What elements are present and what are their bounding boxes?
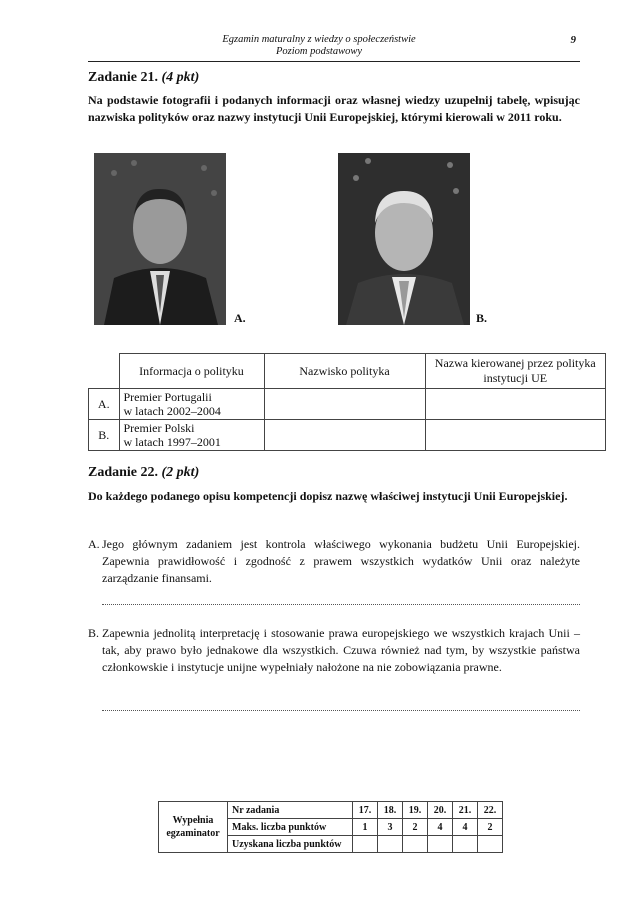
- header-exam-title: Egzamin maturalny z wiedzy o społeczeństwie: [222, 34, 416, 45]
- col-header-institution: Nazwa kierowanej przez polityka instytucji UE: [425, 354, 606, 389]
- table-row: [89, 420, 606, 451]
- score-cell[interactable]: [403, 836, 428, 853]
- row-label-max-points: Maks. liczba punktów: [228, 819, 353, 836]
- examiner-label: Wypełnia egzaminator: [159, 802, 228, 853]
- score-cell[interactable]: [478, 836, 503, 853]
- task21-table: [88, 353, 606, 451]
- item-key: B.: [88, 626, 100, 640]
- row-label-task-number: Nr zadania: [228, 802, 353, 819]
- answer-institution-b[interactable]: [425, 420, 606, 451]
- photo-a-label: A.: [234, 311, 246, 325]
- table-row: [89, 389, 606, 420]
- score-cell[interactable]: [453, 836, 478, 853]
- task21-title: Zadanie 21. (4 pkt): [88, 70, 200, 85]
- photo-b-label: B.: [476, 311, 488, 325]
- item-text: Jego głównym zadaniem jest kontrola właściwego wykonania budżetu Unii Europejskiej. Zapewnia prawidłowość i zgodność z prawem wszystkich wydatków Unii oraz należyte zarządzanie finansami.: [102, 537, 580, 585]
- photo-b: [338, 153, 470, 325]
- row-info: Premier Polski w latach 1997–2001: [119, 420, 264, 451]
- row-label: A.: [89, 389, 120, 420]
- score-cell[interactable]: [353, 836, 378, 853]
- item-text: Zapewnia jednolitą interpretację i stosowanie prawa europejskiego we wszystkich krajach Unii – tak, aby prawo było jednakowe dla wszystkich. Czuwa również nad tym, by wszystkie państwa członkowskie i instytucje unijne wypełniały nałożone na nie zobowiązania prawne.: [102, 626, 580, 674]
- answer-name-b[interactable]: [264, 420, 425, 451]
- row-label: B.: [89, 420, 120, 451]
- examiner-score-table: Wypełnia egzaminator Nr zadania 17. 18. 19. 20. 21. 22. Maks. liczba punktów 1 3 2 4 4 2 Uzyskana liczba punktów: [158, 801, 503, 853]
- score-cell[interactable]: [378, 836, 403, 853]
- task22-instruction: Do każdego podanego opisu kompetencji dopisz nazwę właściwej instytucji Unii Europejskiej.: [88, 489, 568, 503]
- task22-title: Zadanie 22. (2 pkt): [88, 465, 200, 480]
- answer-institution-a[interactable]: [425, 389, 606, 420]
- task22-item-a: [88, 536, 580, 587]
- task21-instruction: Na podstawie fotografii i podanych informacji oraz własnej wiedzy uzupełnij tabelę, wpisując nazwiska polityków oraz nazwy instytucji Unii Europejskiej, którymi kierowali w 2011 roku.: [88, 93, 580, 124]
- score-cell[interactable]: [428, 836, 453, 853]
- task22-item-b: [88, 625, 580, 676]
- page-number: 9: [570, 34, 576, 46]
- col-header-info: Informacja o polityku: [119, 354, 264, 389]
- item-key: A.: [88, 537, 100, 551]
- answer-line-b[interactable]: [102, 710, 580, 711]
- answer-line-a[interactable]: [102, 604, 580, 605]
- header-rule: [88, 61, 580, 62]
- col-header-name: Nazwisko polityka: [264, 354, 425, 389]
- row-label-obtained-points: Uzyskana liczba punktów: [228, 836, 353, 853]
- table-header-row: [89, 354, 606, 389]
- header-level: Poziom podstawowy: [275, 46, 363, 57]
- page-header: [0, 34, 638, 58]
- photo-a: [94, 153, 226, 325]
- row-info: Premier Portugalii w latach 2002–2004: [119, 389, 264, 420]
- answer-name-a[interactable]: [264, 389, 425, 420]
